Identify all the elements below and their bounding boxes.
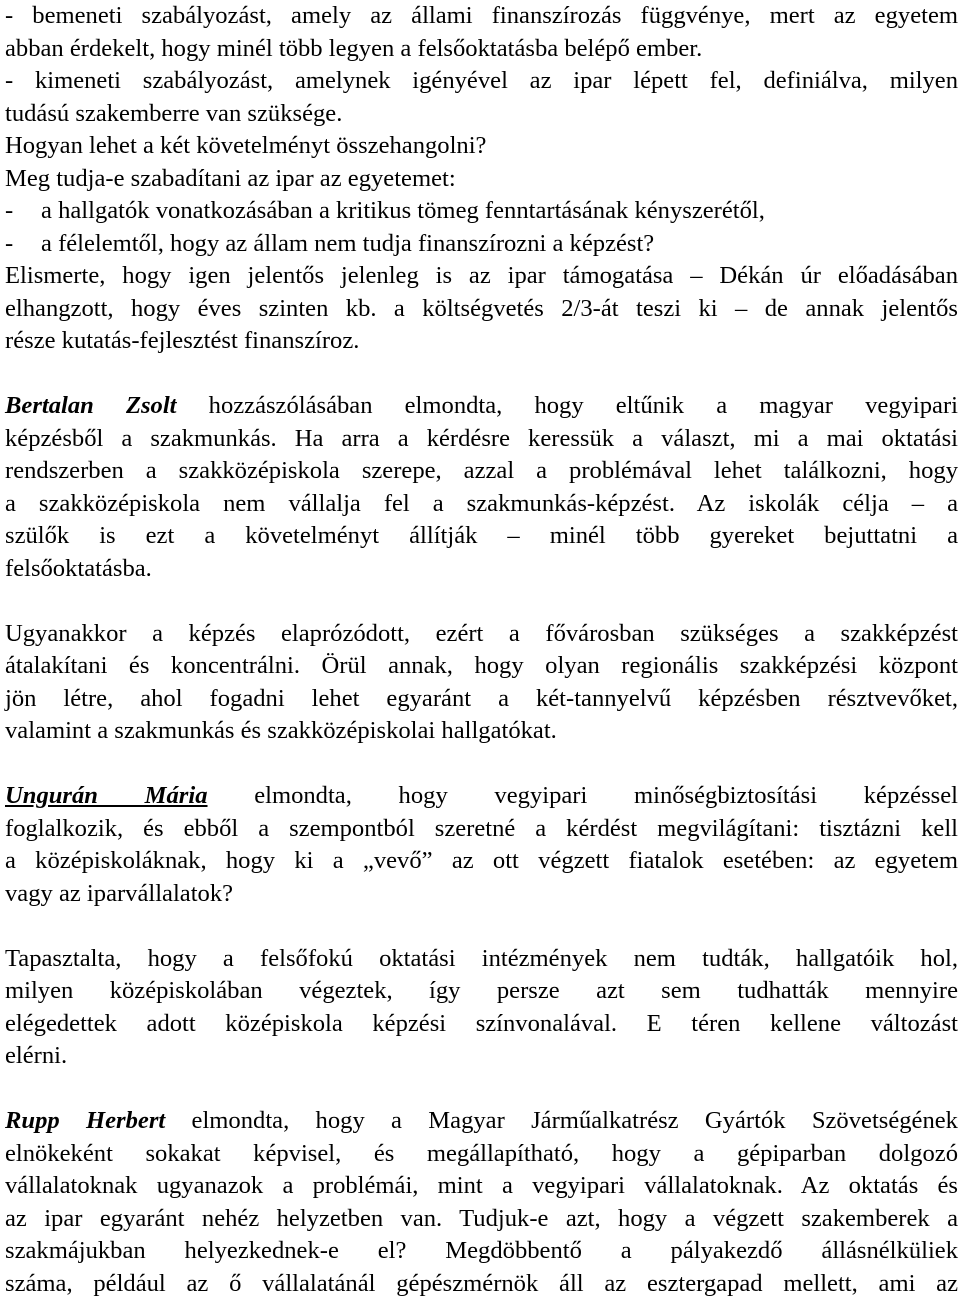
text-line: száma, például az ő vállalatánál gépészmérnök áll az esztergapad mellett, ami az (5, 1269, 958, 1297)
document-page (5, 0, 958, 1300)
text-span: elmondta, hogy vegyipari minőségbiztosítási képzéssel (207, 782, 958, 809)
speaker-name: Bertalan Zsolt (5, 392, 177, 419)
text-line (5, 390, 958, 423)
text-line: szülők is ezt a követelményt állítják – minél több gyereket bejuttatni a (5, 522, 958, 549)
text-line: Elismerte, hogy igen jelentős jelenleg is az ipar támogatása – Dékán úr előadásában (5, 262, 958, 289)
text-line: elnökeként sokakat képvisel, és megállapítható, hogy a gépiparban dolgozó (5, 1139, 958, 1167)
text-line: - kimeneti szabályozást, amelynek igényével az ipar lépett fel, definiálva, milyen (5, 67, 958, 94)
text-line: Tapasztalta, hogy a felsőfokú oktatási intézmények nem tudták, hallgatóik hol, (5, 944, 958, 972)
paragraph-spacer (5, 748, 958, 781)
text-span: elmondta, hogy a Magyar Járműalkatrész Gyártók Szövetségének (165, 1107, 958, 1134)
text-line: rendszerben a szakközépiskola szerepe, azzal a problémával lehet találkozni, hogy (5, 457, 958, 484)
text-line: elhangzott, hogy éves szinten kb. a költségvetés 2/3-át teszi ki – de annak jelentős (5, 294, 958, 322)
paragraph-2 (5, 390, 958, 585)
text-line: jön létre, ahol fogadni lehet egyaránt a két-tannyelvű képzésben résztvevőket, (5, 684, 958, 712)
text-line: valamint a szakmunkás és szakközépiskolai hallgatókat. (5, 717, 557, 744)
paragraph-1 (5, 0, 958, 358)
paragraph-spacer (5, 358, 958, 391)
paragraph-4 (5, 780, 958, 910)
text-line: abban érdekelt, hogy minél több legyen a felsőoktatásba belépő ember. (5, 34, 703, 62)
text-line: - bemeneti szabályozást, amely az állami finanszírozás függvénye, mert az egyetem (5, 2, 958, 29)
text-line (5, 1105, 958, 1138)
text-line: vagy az iparvállalatok? (5, 879, 234, 907)
text-line: Hogyan lehet a két követelményt összehangolni? (5, 132, 487, 159)
text-line: képzésből a szakmunkás. Ha arra a kérdésre keressük a választ, mi a mai oktatási (5, 424, 958, 452)
list-item (5, 195, 958, 228)
text-span: hozzászólásában elmondta, hogy eltűnik a magyar vegyipari (176, 392, 958, 419)
text-line: Ugyanakkor a képzés elaprózódott, ezért a fővárosban szükséges a szakképzést (5, 619, 958, 647)
text-line: része kutatás-fejlesztést finanszíroz. (5, 327, 360, 354)
paragraph-6 (5, 1105, 958, 1300)
list-dash: - (5, 197, 14, 224)
speaker-name: Rupp Herbert (5, 1107, 166, 1134)
paragraph-spacer (5, 910, 958, 943)
text-line (5, 780, 958, 813)
list-item (5, 228, 958, 261)
text-line: tudású szakemberre van szüksége. (5, 99, 343, 127)
text-line: elégedettek adott középiskola képzési színvonalával. E téren kellene változást (5, 1009, 958, 1037)
text-line: felsőoktatásba. (5, 554, 152, 582)
list-dash: - (5, 229, 14, 257)
paragraph-5 (5, 943, 958, 1073)
text-line: foglalkozik, és ebből a szempontból szeretné a kérdést megvilágítani: tisztázni kell (5, 814, 958, 842)
list-item-text: a félelemtől, hogy az állam nem tudja finanszírozni a képzést? (41, 229, 655, 257)
paragraph-3 (5, 618, 958, 748)
text-line: elérni. (5, 1042, 68, 1069)
text-line: szakmájukban helyezkednek-e el? Megdöbbentő a pályakezdő állásnélküliek (5, 1237, 958, 1264)
text-line: a középiskoláknak, hogy ki a „vevő” az ott végzett fiatalok esetében: az egyetem (5, 847, 958, 874)
text-line: átalakítani és koncentrálni. Örül annak, hogy olyan regionális szakképzési központ (5, 652, 958, 679)
speaker-name: Ungurán Mária (5, 782, 208, 809)
text-line: vállalatoknak ugyanazok a problémái, mint a vegyipari vállalatoknak. Az oktatás és (5, 1172, 958, 1199)
paragraph-spacer (5, 585, 958, 618)
text-line: az ipar egyaránt nehéz helyzetben van. Tudjuk-e azt, hogy a végzett szakemberek a (5, 1204, 958, 1232)
text-line: Meg tudja-e szabadítani az ipar az egyetemet: (5, 164, 456, 192)
list-item-text: a hallgatók vonatkozásában a kritikus tömeg fenntartásának kényszerétől, (41, 197, 765, 224)
text-line: milyen középiskolában végeztek, így persze azt sem tudhatták mennyire (5, 977, 958, 1004)
paragraph-spacer (5, 1073, 958, 1106)
text-line: a szakközépiskola nem vállalja fel a szakmunkás-képzést. Az iskolák célja – a (5, 489, 958, 517)
